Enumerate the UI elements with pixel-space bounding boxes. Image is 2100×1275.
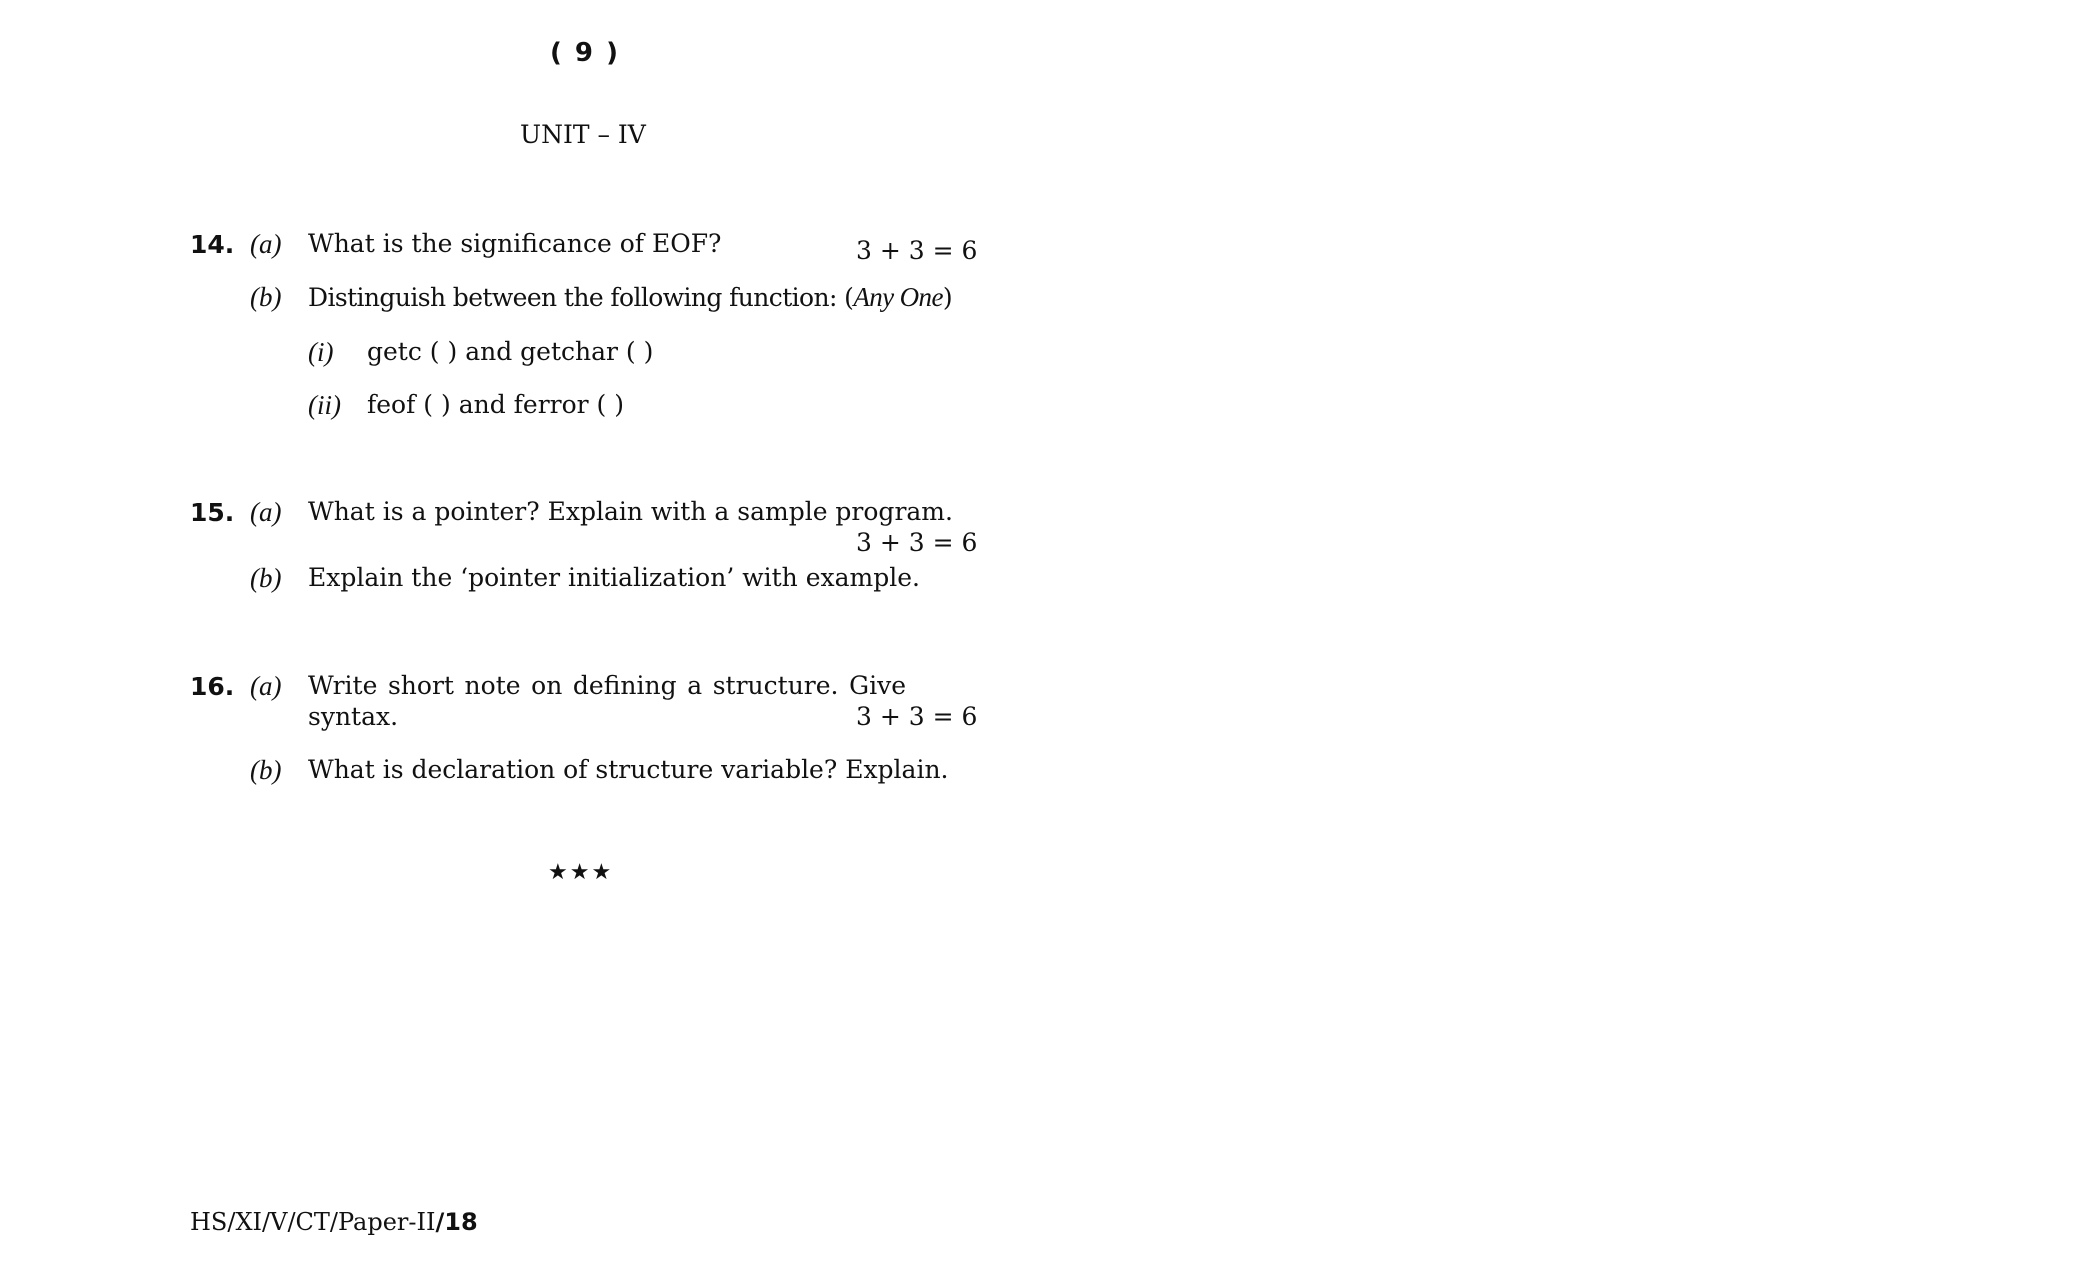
question-text: What is the significance of EOF? — [308, 229, 722, 258]
footer-code-suffix: /18 — [435, 1208, 478, 1236]
part-label: (b) — [250, 755, 282, 785]
question-text: What is a pointer? Explain with a sample program. — [308, 497, 953, 526]
question-text: What is declaration of structure variable? Explain. — [308, 755, 949, 784]
part-label: (b) — [250, 282, 282, 312]
part-label: (b) — [250, 563, 282, 593]
question-text: Explain the ‘pointer initialization’ with example. — [308, 563, 920, 592]
any-one-note: Any One — [853, 282, 943, 312]
part-label: (a) — [250, 497, 282, 527]
question-number: 16. — [190, 672, 235, 701]
part-label: (a) — [250, 229, 282, 259]
unit-title: UNIT – IV — [520, 120, 646, 149]
marks: 3 + 3 = 6 — [856, 528, 978, 557]
question-text: Write short note on defining a structure. Give — [308, 671, 906, 700]
subpart-label: (i) — [308, 337, 334, 367]
marks: 3 + 3 = 6 — [856, 236, 978, 265]
question-number: 15. — [190, 498, 235, 527]
subpart-text: feof ( ) and ferror ( ) — [367, 390, 625, 419]
part-label: (a) — [250, 671, 282, 701]
question-text — [308, 282, 952, 313]
question-text-continued: syntax. — [308, 702, 399, 731]
subpart-label: (ii) — [308, 390, 341, 420]
question-text-end: ) — [942, 283, 952, 312]
end-of-paper-stars: ★★★ — [548, 860, 614, 885]
page-number: ( 9 ) — [550, 38, 620, 68]
question-number: 14. — [190, 230, 235, 259]
question-text-main: Distinguish between the following function: ( — [308, 283, 854, 312]
footer-code — [190, 1208, 478, 1236]
footer-code-text: HS/XI/V/CT/Paper-II — [190, 1208, 436, 1236]
subpart-text: getc ( ) and getchar ( ) — [367, 337, 654, 366]
marks: 3 + 3 = 6 — [856, 702, 978, 731]
